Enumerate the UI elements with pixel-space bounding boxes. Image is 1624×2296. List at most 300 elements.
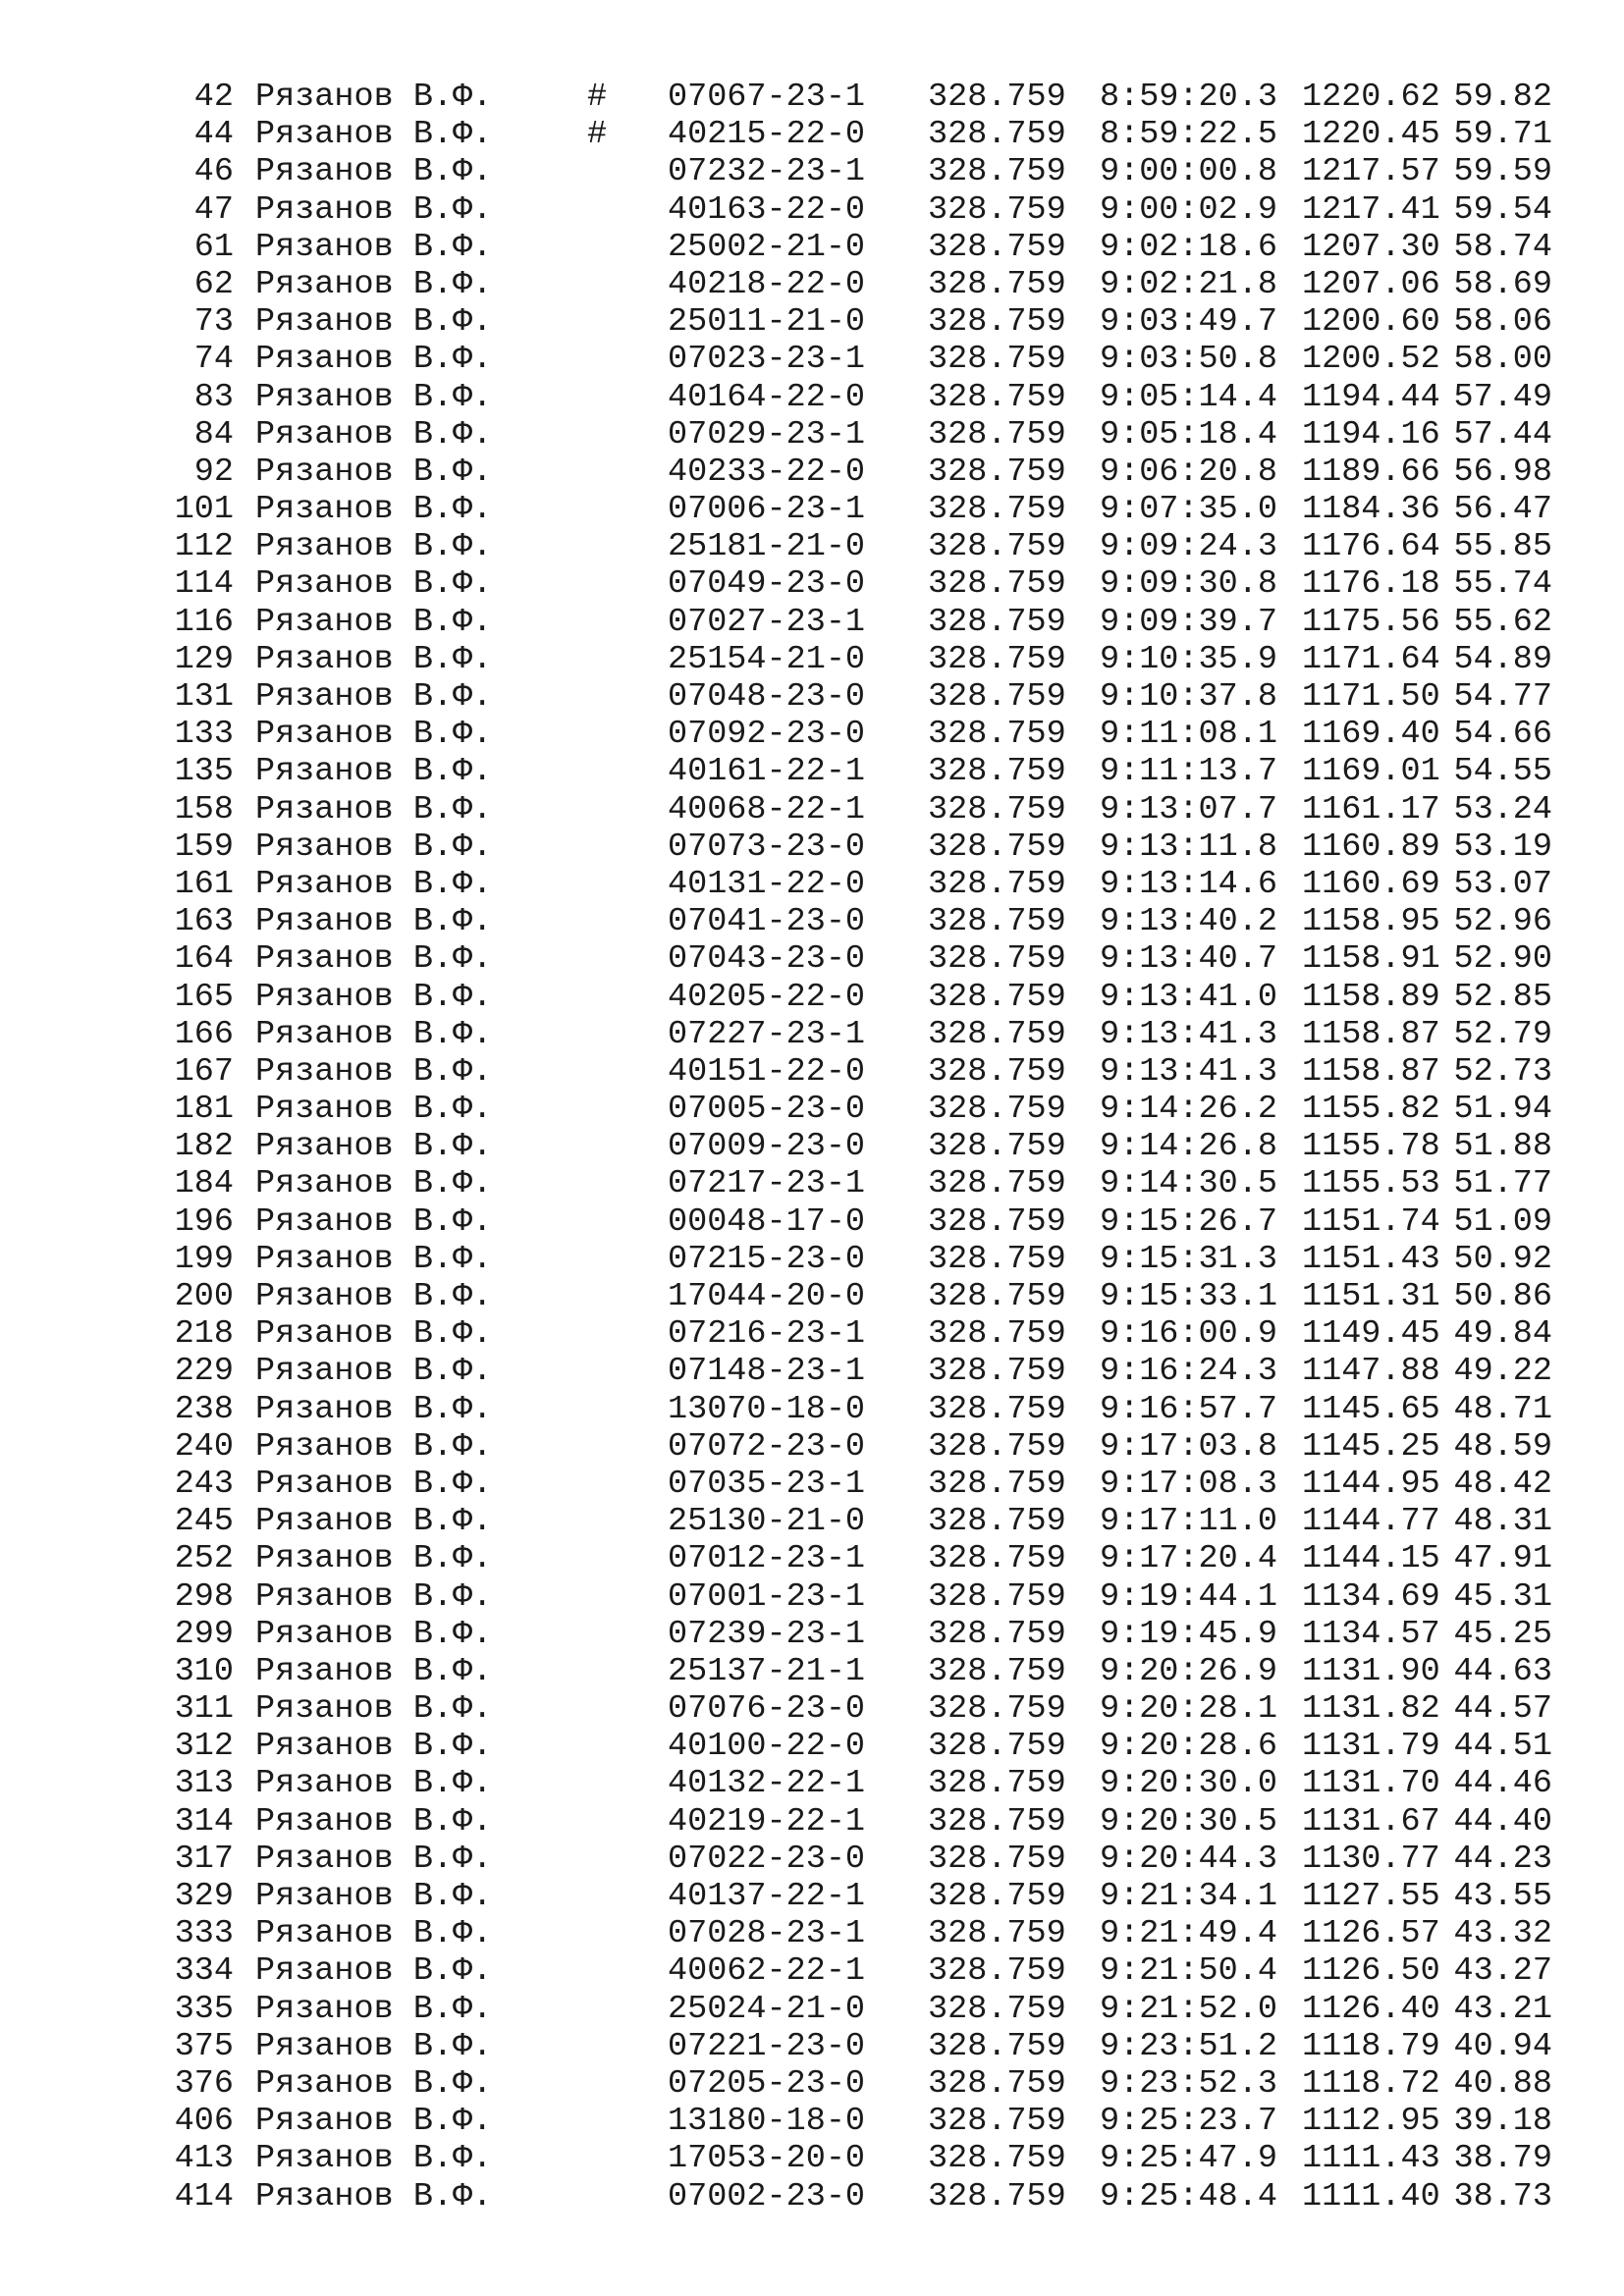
distance-cell: 328.759: [928, 2027, 1066, 2065]
time-cell: 9:13:41.0: [1100, 978, 1277, 1016]
speed-cell: 1111.40: [1302, 2177, 1440, 2216]
speed-cell: 1118.79: [1302, 2027, 1440, 2065]
distance-cell: 328.759: [928, 1690, 1066, 1729]
table-row: [172, 1915, 1552, 1952]
name-cell: Рязанов В.Ф.: [255, 1091, 493, 1129]
table-row: [172, 1391, 1552, 1428]
table-row: [172, 1803, 1552, 1841]
rank-cell: 159: [174, 828, 234, 866]
table-row: [172, 1315, 1552, 1353]
mark-cell: [587, 153, 668, 190]
mark-cell: [587, 903, 668, 940]
distance-cell: 328.759: [928, 303, 1066, 342]
score-cell: 52.73: [1453, 1052, 1552, 1091]
rank-cell: 184: [174, 1165, 234, 1203]
mark-cell: [587, 979, 668, 1016]
ring-cell: 25137-21-1: [668, 1652, 866, 1690]
score-cell: 40.94: [1453, 2027, 1552, 2065]
rank-cell: 163: [174, 903, 234, 941]
speed-cell: 1131.67: [1302, 1802, 1440, 1841]
name-cell: Рязанов В.Ф.: [255, 1240, 493, 1278]
table-row: [172, 979, 1552, 1016]
ring-cell: 25024-21-0: [668, 1990, 866, 2028]
distance-cell: 328.759: [928, 716, 1066, 754]
time-cell: 9:20:30.0: [1100, 1765, 1277, 1803]
name-cell: Рязанов В.Ф.: [255, 190, 493, 229]
ring-cell: 07035-23-1: [668, 1465, 866, 1503]
mark-cell: [587, 454, 668, 491]
time-cell: 8:59:22.5: [1100, 116, 1277, 154]
name-cell: Рязанов В.Ф.: [255, 1315, 493, 1354]
table-row: [172, 1878, 1552, 1915]
score-cell: 57.49: [1453, 378, 1552, 416]
mark-cell: [587, 1428, 668, 1466]
ring-cell: 13180-18-0: [668, 2103, 866, 2141]
rank-cell: 116: [174, 603, 234, 641]
rank-cell: 329: [174, 1878, 234, 1915]
ring-cell: 07048-23-0: [668, 678, 866, 716]
distance-cell: 328.759: [928, 153, 1066, 191]
mark-cell: [587, 2140, 668, 2177]
distance-cell: 328.759: [928, 116, 1066, 154]
speed-cell: 1207.06: [1302, 265, 1440, 303]
table-row: [172, 1428, 1552, 1466]
distance-cell: 328.759: [928, 790, 1066, 828]
distance-cell: 328.759: [928, 1577, 1066, 1616]
speed-cell: 1158.89: [1302, 978, 1440, 1016]
score-cell: 44.46: [1453, 1765, 1552, 1803]
time-cell: 9:03:50.8: [1100, 341, 1277, 379]
distance-cell: 328.759: [928, 1015, 1066, 1053]
rank-cell: 252: [174, 1540, 234, 1578]
rank-cell: 92: [193, 453, 234, 491]
speed-cell: 1217.41: [1302, 190, 1440, 229]
speed-cell: 1175.56: [1302, 603, 1440, 641]
speed-cell: 1126.57: [1302, 1915, 1440, 1953]
score-cell: 44.40: [1453, 1802, 1552, 1841]
speed-cell: 1131.82: [1302, 1690, 1440, 1729]
speed-cell: 1217.57: [1302, 153, 1440, 191]
ring-cell: 40131-22-0: [668, 865, 866, 903]
name-cell: Рязанов В.Ф.: [255, 1052, 493, 1091]
speed-cell: 1155.78: [1302, 1128, 1440, 1166]
mark-cell: [587, 791, 668, 828]
speed-cell: 1134.69: [1302, 1577, 1440, 1616]
rank-cell: 158: [174, 790, 234, 828]
results-table: [172, 79, 1552, 2216]
ring-cell: 07043-23-0: [668, 940, 866, 979]
name-cell: Рязанов В.Ф.: [255, 1427, 493, 1466]
distance-cell: 328.759: [928, 1765, 1066, 1803]
rank-cell: 164: [174, 940, 234, 979]
ring-cell: 07227-23-1: [668, 1015, 866, 1053]
table-row: [172, 866, 1552, 903]
score-cell: 44.57: [1453, 1690, 1552, 1729]
rank-cell: 47: [193, 190, 234, 229]
rank-cell: 73: [193, 303, 234, 342]
time-cell: 9:16:57.7: [1100, 1390, 1277, 1428]
mark-cell: [587, 341, 668, 378]
distance-cell: 328.759: [928, 903, 1066, 941]
table-row: [172, 1353, 1552, 1390]
speed-cell: 1158.87: [1302, 1052, 1440, 1091]
time-cell: 9:10:35.9: [1100, 640, 1277, 678]
table-row: [172, 266, 1552, 303]
ring-cell: 00048-17-0: [668, 1202, 866, 1241]
mark-cell: [587, 1203, 668, 1241]
time-cell: 9:20:28.6: [1100, 1728, 1277, 1766]
mark-cell: [587, 1165, 668, 1202]
rank-cell: 83: [193, 378, 234, 416]
mark-cell: [587, 604, 668, 641]
rank-cell: 61: [193, 228, 234, 266]
rank-cell: 196: [174, 1202, 234, 1241]
distance-cell: 328.759: [928, 1052, 1066, 1091]
score-cell: 40.88: [1453, 2064, 1552, 2103]
mark-cell: [587, 1878, 668, 1915]
mark-cell: [587, 641, 668, 678]
ring-cell: 07002-23-0: [668, 2177, 866, 2216]
score-cell: 55.85: [1453, 528, 1552, 566]
mark-cell: [587, 2028, 668, 2065]
table-row: [172, 753, 1552, 790]
table-row: [172, 1278, 1552, 1315]
table-row: [172, 116, 1552, 153]
table-row: [172, 379, 1552, 416]
name-cell: Рязанов В.Ф.: [255, 1952, 493, 1991]
mark-cell: [587, 1391, 668, 1428]
score-cell: 54.77: [1453, 678, 1552, 716]
time-cell: 9:11:08.1: [1100, 716, 1277, 754]
speed-cell: 1126.50: [1302, 1952, 1440, 1991]
name-cell: Рязанов В.Ф.: [255, 1278, 493, 1315]
distance-cell: 328.759: [928, 640, 1066, 678]
score-cell: 43.32: [1453, 1915, 1552, 1953]
ring-cell: 17044-20-0: [668, 1278, 866, 1315]
mark-cell: [587, 191, 668, 229]
table-row: [172, 1616, 1552, 1653]
name-cell: Рязанов В.Ф.: [255, 1015, 493, 1053]
table-row: [172, 528, 1552, 565]
time-cell: 9:13:14.6: [1100, 865, 1277, 903]
score-cell: 58.06: [1453, 303, 1552, 342]
distance-cell: 328.759: [928, 565, 1066, 604]
rank-cell: 376: [174, 2064, 234, 2103]
speed-cell: 1169.01: [1302, 753, 1440, 791]
table-row: [172, 565, 1552, 603]
ring-cell: 07217-23-1: [668, 1165, 866, 1203]
name-cell: Рязанов В.Ф.: [255, 528, 493, 566]
mark-cell: [587, 229, 668, 266]
ring-cell: 07022-23-0: [668, 1840, 866, 1878]
name-cell: Рязанов В.Ф.: [255, 1690, 493, 1729]
time-cell: 9:17:03.8: [1100, 1427, 1277, 1466]
mark-cell: [587, 866, 668, 903]
score-cell: 45.31: [1453, 1577, 1552, 1616]
distance-cell: 328.759: [928, 1990, 1066, 2028]
score-cell: 44.23: [1453, 1840, 1552, 1878]
score-cell: 59.71: [1453, 116, 1552, 154]
table-row: [172, 1540, 1552, 1577]
ring-cell: 40132-22-1: [668, 1765, 866, 1803]
ring-cell: 07009-23-0: [668, 1128, 866, 1166]
ring-cell: 25011-21-0: [668, 303, 866, 342]
rank-cell: 161: [174, 865, 234, 903]
rank-cell: 314: [174, 1802, 234, 1841]
score-cell: 38.79: [1453, 2140, 1552, 2178]
rank-cell: 413: [174, 2140, 234, 2178]
rank-cell: 114: [174, 565, 234, 604]
mark-cell: [587, 2178, 668, 2216]
ring-cell: 40163-22-0: [668, 190, 866, 229]
speed-cell: 1200.60: [1302, 303, 1440, 342]
score-cell: 48.59: [1453, 1427, 1552, 1466]
table-row: [172, 678, 1552, 716]
name-cell: Рязанов В.Ф.: [255, 940, 493, 979]
score-cell: 51.94: [1453, 1091, 1552, 1129]
name-cell: Рязанов В.Ф.: [255, 1540, 493, 1578]
mark-cell: [587, 1128, 668, 1165]
score-cell: 53.24: [1453, 790, 1552, 828]
ring-cell: 07216-23-1: [668, 1315, 866, 1354]
ring-cell: 07076-23-0: [668, 1690, 866, 1729]
name-cell: Рязанов В.Ф.: [255, 1128, 493, 1166]
rank-cell: 406: [174, 2103, 234, 2141]
distance-cell: 328.759: [928, 978, 1066, 1016]
score-cell: 52.79: [1453, 1015, 1552, 1053]
time-cell: 9:20:44.3: [1100, 1840, 1277, 1878]
name-cell: Рязанов В.Ф.: [255, 491, 493, 529]
time-cell: 9:20:28.1: [1100, 1690, 1277, 1729]
ring-cell: 40164-22-0: [668, 378, 866, 416]
distance-cell: 328.759: [928, 1353, 1066, 1391]
score-cell: 48.71: [1453, 1390, 1552, 1428]
ring-cell: 07029-23-1: [668, 415, 866, 454]
time-cell: 9:21:34.1: [1100, 1878, 1277, 1915]
time-cell: 9:21:49.4: [1100, 1915, 1277, 1953]
score-cell: 43.55: [1453, 1878, 1552, 1915]
rank-cell: 181: [174, 1091, 234, 1129]
table-row: [172, 1841, 1552, 1878]
table-row: [172, 2103, 1552, 2140]
name-cell: Рязанов В.Ф.: [255, 303, 493, 342]
table-row: [172, 1203, 1552, 1241]
name-cell: Рязанов В.Ф.: [255, 415, 493, 454]
rank-cell: 317: [174, 1840, 234, 1878]
time-cell: 9:07:35.0: [1100, 491, 1277, 529]
rank-cell: 46: [193, 153, 234, 191]
score-cell: 51.09: [1453, 1202, 1552, 1241]
speed-cell: 1160.89: [1302, 828, 1440, 866]
time-cell: 9:02:18.6: [1100, 228, 1277, 266]
name-cell: Рязанов В.Ф.: [255, 640, 493, 678]
table-row: [172, 1653, 1552, 1690]
score-cell: 47.91: [1453, 1540, 1552, 1578]
table-row: [172, 1466, 1552, 1503]
score-cell: 50.92: [1453, 1240, 1552, 1278]
ring-cell: 07041-23-0: [668, 903, 866, 941]
name-cell: Рязанов В.Ф.: [255, 1802, 493, 1841]
score-cell: 54.89: [1453, 640, 1552, 678]
mark-cell: [587, 416, 668, 454]
score-cell: 48.31: [1453, 1503, 1552, 1541]
speed-cell: 1127.55: [1302, 1878, 1440, 1915]
distance-cell: 328.759: [928, 1202, 1066, 1241]
distance-cell: 328.759: [928, 79, 1066, 116]
mark-cell: #: [587, 79, 608, 116]
speed-cell: 1189.66: [1302, 453, 1440, 491]
table-row: [172, 2065, 1552, 2103]
time-cell: 9:00:00.8: [1100, 153, 1277, 191]
mark-cell: [587, 1241, 668, 1278]
speed-cell: 1158.95: [1302, 903, 1440, 941]
ring-cell: 13070-18-0: [668, 1390, 866, 1428]
rank-cell: 245: [174, 1503, 234, 1541]
name-cell: Рязанов В.Ф.: [255, 565, 493, 604]
table-row: [172, 940, 1552, 978]
score-cell: 51.77: [1453, 1165, 1552, 1203]
distance-cell: 328.759: [928, 1240, 1066, 1278]
score-cell: 59.59: [1453, 153, 1552, 191]
time-cell: 9:17:11.0: [1100, 1503, 1277, 1541]
rank-cell: 200: [174, 1278, 234, 1315]
ring-cell: 07205-23-0: [668, 2064, 866, 2103]
ring-cell: 17053-20-0: [668, 2140, 866, 2178]
score-cell: 54.55: [1453, 753, 1552, 791]
time-cell: 9:25:47.9: [1100, 2140, 1277, 2178]
time-cell: 9:03:49.7: [1100, 303, 1277, 342]
name-cell: Рязанов В.Ф.: [255, 265, 493, 303]
rank-cell: 298: [174, 1577, 234, 1616]
time-cell: 9:14:26.8: [1100, 1128, 1277, 1166]
time-cell: 9:15:31.3: [1100, 1240, 1277, 1278]
table-row: [172, 153, 1552, 190]
speed-cell: 1200.52: [1302, 341, 1440, 379]
table-row: [172, 1728, 1552, 1765]
score-cell: 57.44: [1453, 415, 1552, 454]
speed-cell: 1220.62: [1302, 79, 1440, 116]
rank-cell: 84: [193, 415, 234, 454]
time-cell: 9:13:41.3: [1100, 1052, 1277, 1091]
speed-cell: 1151.31: [1302, 1278, 1440, 1315]
rank-cell: 238: [174, 1390, 234, 1428]
name-cell: Рязанов В.Ф.: [255, 828, 493, 866]
distance-cell: 328.759: [928, 1091, 1066, 1129]
distance-cell: 328.759: [928, 1728, 1066, 1766]
name-cell: Рязанов В.Ф.: [255, 716, 493, 754]
mark-cell: [587, 2065, 668, 2103]
distance-cell: 328.759: [928, 940, 1066, 979]
name-cell: Рязанов В.Ф.: [255, 903, 493, 941]
distance-cell: 328.759: [928, 1840, 1066, 1878]
table-row: [172, 2028, 1552, 2065]
rank-cell: 240: [174, 1427, 234, 1466]
name-cell: Рязанов В.Ф.: [255, 378, 493, 416]
rank-cell: 313: [174, 1765, 234, 1803]
time-cell: 8:59:20.3: [1100, 79, 1277, 116]
distance-cell: 328.759: [928, 1465, 1066, 1503]
score-cell: 49.84: [1453, 1315, 1552, 1354]
mark-cell: [587, 1991, 668, 2028]
speed-cell: 1131.90: [1302, 1652, 1440, 1690]
rank-cell: 243: [174, 1465, 234, 1503]
name-cell: Рязанов В.Ф.: [255, 603, 493, 641]
ring-cell: 07092-23-0: [668, 716, 866, 754]
score-cell: 52.85: [1453, 978, 1552, 1016]
mark-cell: [587, 1315, 668, 1353]
rank-cell: 333: [174, 1915, 234, 1953]
rank-cell: 218: [174, 1315, 234, 1354]
time-cell: 9:09:24.3: [1100, 528, 1277, 566]
time-cell: 9:05:18.4: [1100, 415, 1277, 454]
speed-cell: 1144.77: [1302, 1503, 1440, 1541]
table-row: [172, 2140, 1552, 2177]
ring-cell: 07023-23-1: [668, 341, 866, 379]
distance-cell: 328.759: [928, 1315, 1066, 1354]
ring-cell: 07232-23-1: [668, 153, 866, 191]
speed-cell: 1171.64: [1302, 640, 1440, 678]
speed-cell: 1194.16: [1302, 415, 1440, 454]
name-cell: Рязанов В.Ф.: [255, 1878, 493, 1915]
time-cell: 9:09:30.8: [1100, 565, 1277, 604]
rank-cell: 311: [174, 1690, 234, 1729]
distance-cell: 328.759: [928, 1802, 1066, 1841]
name-cell: Рязанов В.Ф.: [255, 2027, 493, 2065]
time-cell: 9:15:33.1: [1100, 1278, 1277, 1315]
name-cell: Рязанов В.Ф.: [255, 2140, 493, 2178]
ring-cell: 25181-21-0: [668, 528, 866, 566]
table-row: [172, 1690, 1552, 1728]
speed-cell: 1145.65: [1302, 1390, 1440, 1428]
rank-cell: 375: [174, 2027, 234, 2065]
distance-cell: 328.759: [928, 228, 1066, 266]
mark-cell: [587, 1841, 668, 1878]
score-cell: 58.69: [1453, 265, 1552, 303]
time-cell: 9:21:52.0: [1100, 1990, 1277, 2028]
distance-cell: 328.759: [928, 190, 1066, 229]
speed-cell: 1130.77: [1302, 1840, 1440, 1878]
rank-cell: 312: [174, 1728, 234, 1766]
speed-cell: 1160.69: [1302, 865, 1440, 903]
table-row: [172, 791, 1552, 828]
time-cell: 9:13:11.8: [1100, 828, 1277, 866]
mark-cell: [587, 379, 668, 416]
speed-cell: 1158.87: [1302, 1015, 1440, 1053]
rank-cell: 182: [174, 1128, 234, 1166]
rank-cell: 167: [174, 1052, 234, 1091]
name-cell: Рязанов В.Ф.: [255, 1728, 493, 1766]
table-row: [172, 2178, 1552, 2216]
speed-cell: 1134.57: [1302, 1615, 1440, 1653]
speed-cell: 1176.18: [1302, 565, 1440, 604]
ring-cell: 40062-22-1: [668, 1952, 866, 1991]
distance-cell: 328.759: [928, 1615, 1066, 1653]
time-cell: 9:13:07.7: [1100, 790, 1277, 828]
time-cell: 9:20:30.5: [1100, 1802, 1277, 1841]
table-row: [172, 1165, 1552, 1202]
time-cell: 9:13:41.3: [1100, 1015, 1277, 1053]
mark-cell: [587, 491, 668, 528]
speed-cell: 1176.64: [1302, 528, 1440, 566]
time-cell: 9:11:13.7: [1100, 753, 1277, 791]
ring-cell: 40161-22-1: [668, 753, 866, 791]
speed-cell: 1131.70: [1302, 1765, 1440, 1803]
mark-cell: [587, 753, 668, 790]
speed-cell: 1126.40: [1302, 1990, 1440, 2028]
mark-cell: [587, 1952, 668, 1990]
distance-cell: 328.759: [928, 2140, 1066, 2178]
table-row: [172, 1091, 1552, 1128]
